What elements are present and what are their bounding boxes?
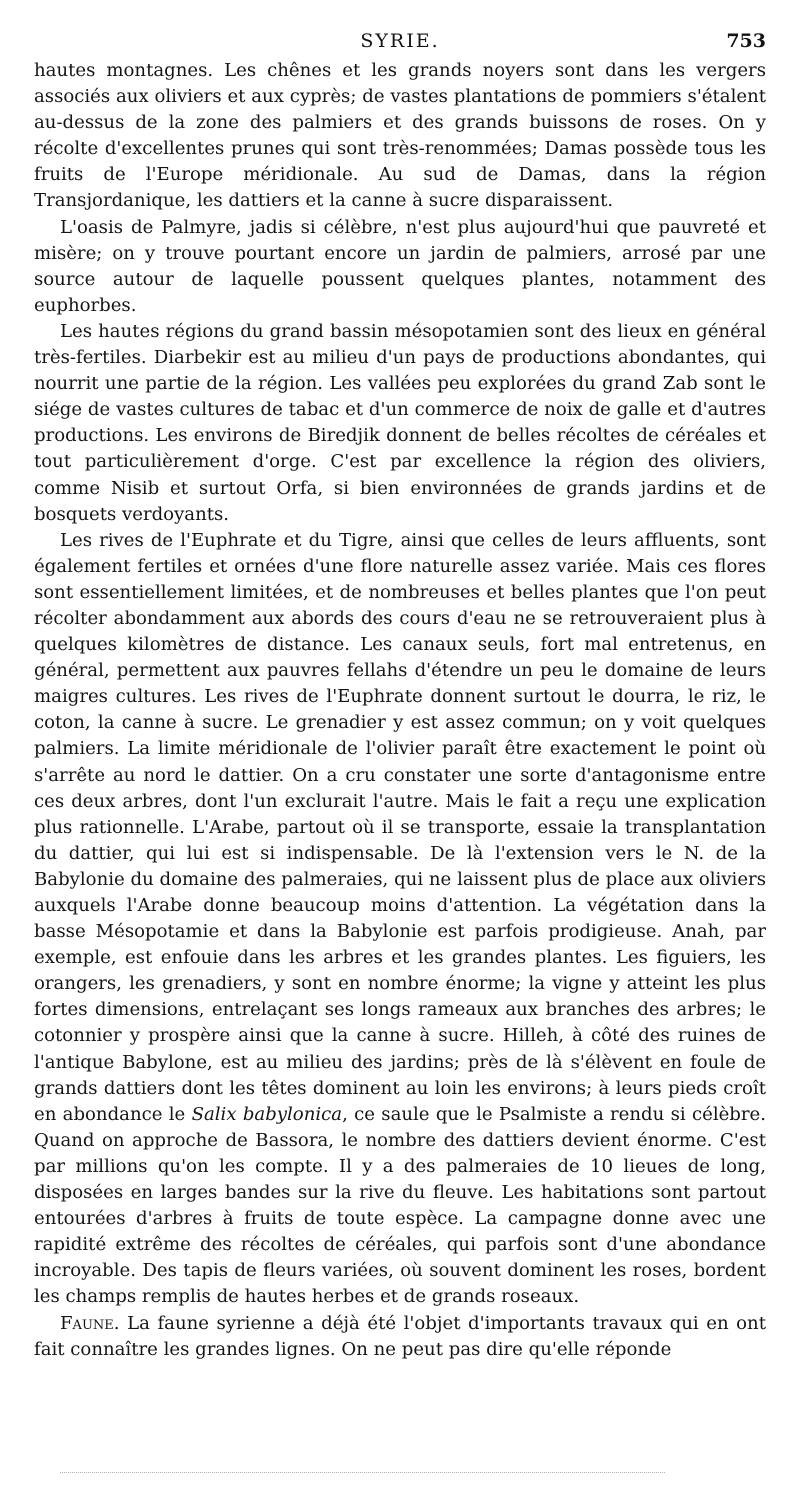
- paragraph-fauna: [34, 1311, 766, 1363]
- body-text: [34, 58, 766, 1363]
- paragraph-palmyra-oasis: L'oasis de Palmyre, jadis si célèbre, n'est plus aujourd'hui que pauvreté et misère; on y trouve pourtant encore un jardin de palmiers, arrosé par une source autour de laquelle poussent quelques plantes, notamment des euphorbes.: [34, 216, 766, 316]
- footer-rule: [60, 1472, 665, 1473]
- fauna-text: La faune syrienne a déjà été l'objet d'importants travaux qui en ont fait connaître les grandes lignes. On ne peut pas dire qu'elle réponde: [34, 1312, 766, 1360]
- paragraph-euphrates-tigris: [34, 528, 766, 1311]
- paragraph-mesopotamian-highlands: Les hautes régions du grand bassin mésopotamien sont des lieux en général très-fertiles. Diarbekir est au milieu d'un pays de productions abondantes, qui nourrit une partie de la région. Les vallées peu explorées du grand Zab sont le siége de vastes cultures de tabac et d'un commerce de noix de galle et d'autres productions. Les environs de Biredjik donnent de belles récoltes de céréales et tout particulièrement d'orge. C'est par excellence la région des oliviers, comme Nisib et surtout Orfa, si bien environnées de grands jardins et de bosquets verdoyants.: [34, 320, 766, 525]
- running-head: [34, 30, 766, 56]
- paragraph-mountain-orchards: hautes montagnes. Les chênes et les grands noyers sont dans les vergers associés aux oliviers et aux cyprès; de vastes plantations de pommiers s'étalent au-dessus de la zone des palmiers et des grands buissons de roses. On y récolte d'excellentes prunes qui sont très-renommées; Damas possède tous les fruits de l'Europe méridionale. Au sud de Damas, dans la région Transjordanique, les dattiers et la canne à sucre disparaissent.: [34, 60, 766, 212]
- salix-babylonica-term: Salix babylonica: [191, 1103, 343, 1125]
- euphrates-text-part-1: Les rives de l'Euphrate et du Tigre, ainsi que celles de leurs affluents, sont également fertiles et ornées d'une flore naturelle assez variée. Mais ces flores sont essentiellement limitées, et de nombreuses et belles plantes que l'on peut récolter abondamment aux abords des cours d'eau ne se retrouveraient plus à quelques kilomètres de distance. Les canaux seuls, fort mal entretenus, en général, permettent aux pauvres fellahs d'étendre un peu le domaine de leurs maigres cultures. Les rives de l'Euphrate donnent surtout le dourra, le riz, le coton, la canne à sucre. Le grenadier y est assez commun; on y voit quelques palmiers. La limite méridionale de l'olivier paraît être exactement le point où s'arrête au nord le dattier. On a cru constater une sorte d'antagonisme entre ces deux arbres, dont l'un exclurait l'autre. Mais le fait a reçu une explication plus rationnelle. L'Arabe, partout où il se transporte, essaie la transplantation du dattier, qui lui est si indispensable. De là l'extension vers le N. de la Babylonie du domaine des palmeraies, qui ne laissent plus de place aux oliviers auxquels l'Arabe donne beaucoup moins d'attention. La végétation dans la basse Mésopotamie et dans la Babylonie est parfois prodigieuse. Anah, par exemple, est enfouie dans les arbres et les grandes plantes. Les figuiers, les orangers, les grenadiers, y sont en nombre énorme; la vigne y atteint les plus fortes dimensions, entrelaçant ses longs rameaux aux branches des arbres; le cotonnier y prospère ainsi que la canne à sucre. Hilleh, à côté des ruines de l'antique Babylone, est au milieu des jardins; près de là s'élèvent en foule de grands dattiers dont les têtes dominent au loin les environs; à leurs pieds croît en abondance le: [34, 529, 766, 1125]
- section-heading-fauna: Faune.: [60, 1312, 120, 1334]
- page-number: 753: [726, 30, 766, 52]
- running-title: SYRIE.: [360, 30, 440, 52]
- euphrates-text-part-2: , ce saule que le Psalmiste a rendu si célèbre. Quand on approche de Bassora, le nombre des dattiers devient énorme. C'est par millions qu'on les compte. Il y a des palmeraies de 10 lieues de long, disposées en larges bandes sur la rive du fleuve. Les habitations sont partout entourées d'arbres à fruits de toute espèce. La campagne donne avec une rapidité extrême des récoltes de céréales, qui parfois sont d'une abondance incroyable. Des tapis de fleurs variées, où souvent dominent les roses, bordent les champs remplis de hautes herbes et de grands roseaux.: [34, 1103, 767, 1308]
